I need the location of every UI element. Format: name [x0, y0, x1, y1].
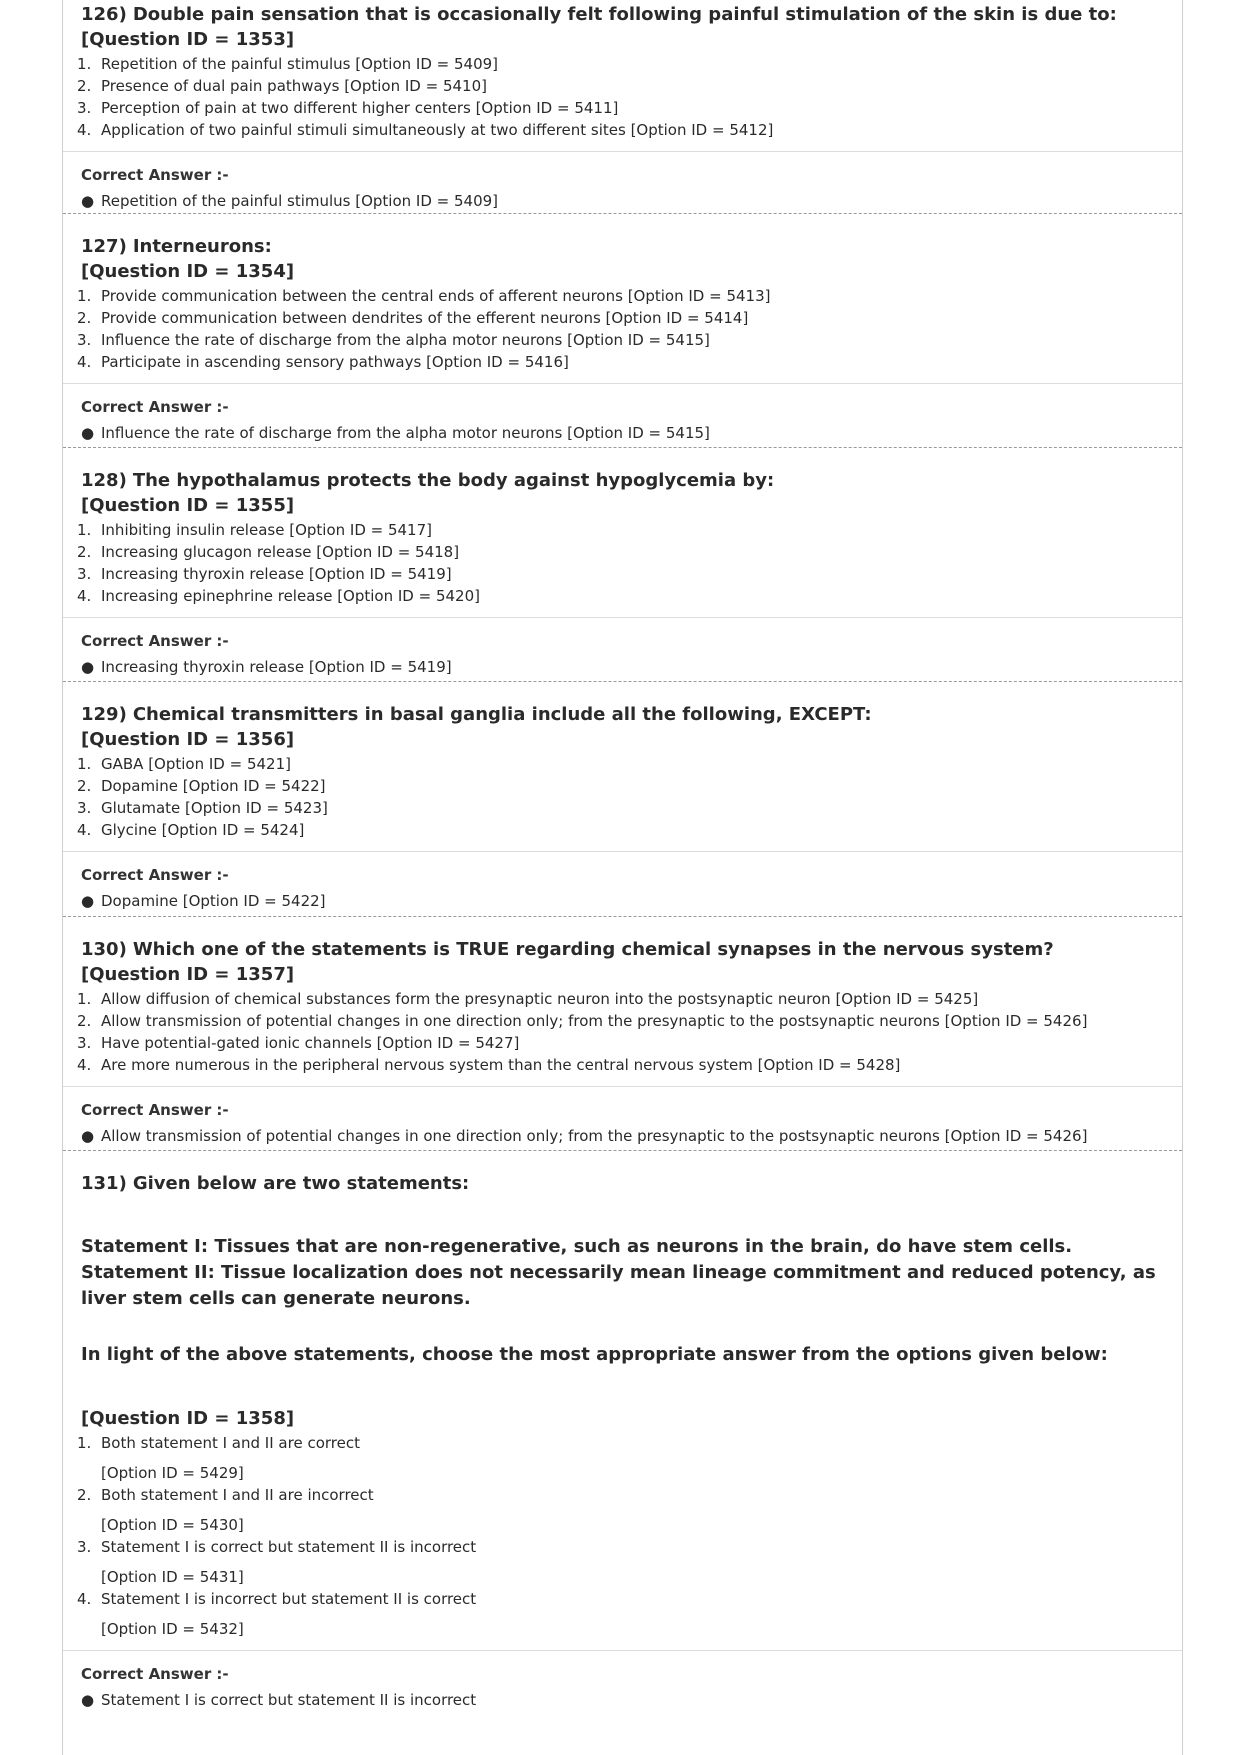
question-title	[81, 702, 1182, 727]
correct-answer-label: Correct Answer :-	[81, 1665, 229, 1683]
correct-answer-section	[63, 1650, 1182, 1721]
bullet-icon: ●	[81, 1691, 95, 1709]
statement-two: Statement II: Tissue localization does not necessarily mean lineage commitment and reduced potency, as liver stem cells can generate neurons.	[81, 1262, 1156, 1309]
question-text: Which one of the statements is TRUE regarding chemical synapses in the nervous system?	[132, 939, 1054, 960]
option-item: 2. Both statement I and II are incorrect [Option ID = 5430]	[77, 1486, 374, 1534]
option-item: 3. Influence the rate of discharge from the alpha motor neurons [Option ID = 5415]	[77, 331, 710, 349]
option-item: 3. Have potential-gated ionic channels [Option ID = 5427]	[77, 1034, 520, 1052]
correct-answer-item: ● Increasing thyroxin release [Option ID = 5419]	[63, 656, 1182, 678]
question-text: Given below are two statements:	[132, 1173, 470, 1194]
option-item: 4. Glycine [Option ID = 5424]	[77, 821, 305, 839]
correct-answer-section	[63, 617, 1182, 688]
option-item: 1. Repetition of the painful stimulus [Option ID = 5409]	[77, 55, 499, 73]
option-item: 4. Increasing epinephrine release [Option ID = 5420]	[77, 587, 480, 605]
option-item: 4. Statement I is incorrect but statement II is correct [Option ID = 5432]	[77, 1590, 477, 1638]
correct-answer-section	[63, 1086, 1182, 1157]
question-block	[63, 214, 1182, 448]
question-id: [Question ID = 1353]	[81, 29, 295, 50]
option-item: 2. Allow transmission of potential changes in one direction only; from the presynaptic to the postsynaptic neurons [Option ID = 5426]	[77, 1012, 1088, 1030]
correct-answer-item: ● Allow transmission of potential changes in one direction only; from the presynaptic to the postsynaptic neurons [Option ID = 5426]	[63, 1125, 1182, 1147]
option-item: 2. Provide communication between dendrites of the efferent neurons [Option ID = 5414]	[77, 309, 749, 327]
option-item: 1. Both statement I and II are correct [Option ID = 5429]	[77, 1434, 360, 1482]
options-list	[63, 988, 1182, 1076]
question-block	[63, 0, 1182, 214]
question-block	[63, 917, 1182, 1151]
question-number: 129)	[81, 704, 127, 725]
options-list	[63, 519, 1182, 607]
option-item: 2. Increasing glucagon release [Option ID = 5418]	[77, 543, 460, 561]
option-item: 2. Presence of dual pain pathways [Option ID = 5410]	[77, 77, 487, 95]
statement-one: Statement I: Tissues that are non-regenerative, such as neurons in the brain, do have stem cells.	[81, 1236, 1073, 1257]
correct-answer-section	[63, 151, 1182, 222]
correct-answer-label: Correct Answer :-	[81, 1101, 229, 1119]
question-text: The hypothalamus protects the body against hypoglycemia by:	[132, 470, 775, 491]
question-title	[81, 2, 1182, 27]
question-id: [Question ID = 1356]	[81, 729, 295, 750]
question-id: [Question ID = 1354]	[81, 261, 295, 282]
question-text: Double pain sensation that is occasionally felt following painful stimulation of the skin is due to:	[132, 4, 1117, 25]
option-item: 4. Participate in ascending sensory pathways [Option ID = 5416]	[77, 353, 569, 371]
correct-answer-section	[63, 851, 1182, 922]
question-block	[63, 682, 1182, 917]
options-list	[63, 753, 1182, 841]
question-number: 127)	[81, 236, 127, 257]
options-list	[63, 285, 1182, 373]
correct-answer-label: Correct Answer :-	[81, 866, 229, 884]
option-item: 3. Glutamate [Option ID = 5423]	[77, 799, 328, 817]
correct-answer-item: ● Repetition of the painful stimulus [Option ID = 5409]	[63, 190, 1182, 212]
option-item: 4. Are more numerous in the peripheral nervous system than the central nervous system [Option ID = 5428]	[77, 1056, 901, 1074]
options-list	[63, 53, 1182, 141]
correct-answer-item: ● Influence the rate of discharge from the alpha motor neurons [Option ID = 5415]	[63, 422, 1182, 444]
option-item: 3. Perception of pain at two different higher centers [Option ID = 5411]	[77, 99, 619, 117]
question-block	[63, 1151, 1182, 1721]
option-item: 1. Inhibiting insulin release [Option ID = 5417]	[77, 521, 432, 539]
question-title	[81, 234, 1182, 259]
option-item: 1. Provide communication between the central ends of afferent neurons [Option ID = 5413]	[77, 287, 771, 305]
options-list	[63, 1432, 1182, 1640]
bullet-icon: ●	[81, 658, 95, 676]
question-page	[62, 0, 1183, 1755]
correct-answer-label: Correct Answer :-	[81, 166, 229, 184]
question-id: [Question ID = 1357]	[81, 964, 295, 985]
option-item: 3. Statement I is correct but statement II is incorrect [Option ID = 5431]	[77, 1538, 477, 1586]
question-text: Interneurons:	[132, 236, 272, 257]
bullet-icon: ●	[81, 892, 95, 910]
question-instruction: In light of the above statements, choose the most appropriate answer from the options given below:	[81, 1344, 1108, 1365]
question-id: [Question ID = 1358]	[81, 1408, 295, 1429]
correct-answer-section	[63, 383, 1182, 454]
question-id: [Question ID = 1355]	[81, 495, 295, 516]
correct-answer-label: Correct Answer :-	[81, 632, 229, 650]
question-number: 126)	[81, 4, 127, 25]
option-item: 4. Application of two painful stimuli simultaneously at two different sites [Option ID = 5412]	[77, 121, 774, 139]
option-item: 1. GABA [Option ID = 5421]	[77, 755, 291, 773]
correct-answer-label: Correct Answer :-	[81, 398, 229, 416]
question-number: 131)	[81, 1173, 127, 1194]
question-block	[63, 448, 1182, 682]
question-number: 128)	[81, 470, 127, 491]
bullet-icon: ●	[81, 192, 95, 210]
question-number: 130)	[81, 939, 127, 960]
option-item: 1. Allow diffusion of chemical substances form the presynaptic neuron into the postsynaptic neuron [Option ID = 5425]	[77, 990, 979, 1008]
bullet-icon: ●	[81, 1127, 95, 1145]
option-item: 3. Increasing thyroxin release [Option ID = 5419]	[77, 565, 452, 583]
question-title	[81, 937, 1182, 962]
correct-answer-item: ● Statement I is correct but statement II is incorrect	[63, 1689, 1182, 1711]
question-title	[81, 1171, 1182, 1196]
question-title	[81, 468, 1182, 493]
option-item: 2. Dopamine [Option ID = 5422]	[77, 777, 326, 795]
bullet-icon: ●	[81, 424, 95, 442]
question-text: Chemical transmitters in basal ganglia include all the following, EXCEPT:	[132, 704, 872, 725]
correct-answer-item: ● Dopamine [Option ID = 5422]	[63, 890, 1182, 912]
